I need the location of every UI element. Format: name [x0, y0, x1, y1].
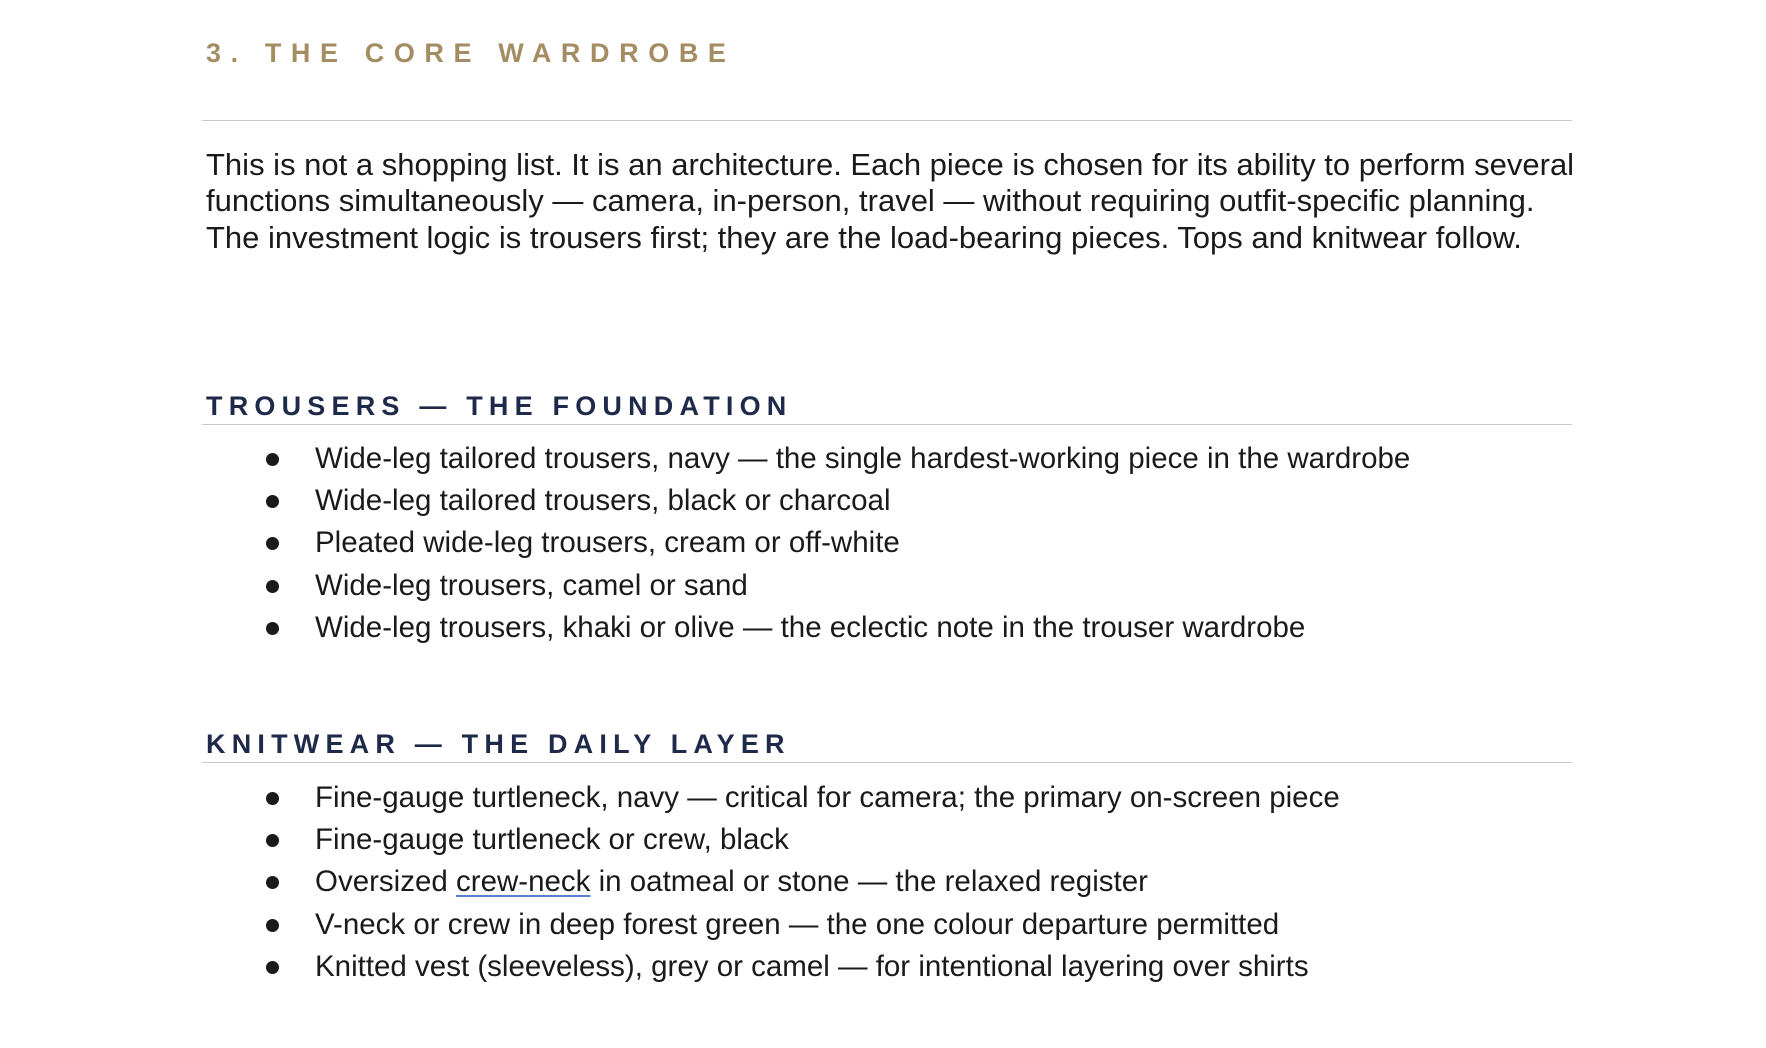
list-item-text-after: in oatmeal or stone — the relaxed register — [590, 865, 1148, 899]
spellcheck-flagged-word[interactable]: crew-neck — [456, 865, 591, 899]
bullet-icon — [266, 537, 279, 550]
bullet-icon — [266, 580, 279, 593]
list-item-text: Wide-leg tailored trousers, navy — the single hardest-working piece in the wardrobe — [315, 442, 1411, 475]
list-item-text: Knitted vest (sleeveless), grey or camel — for intentional layering over shirts — [315, 949, 1309, 983]
intro-paragraph[interactable]: This is not a shopping list. It is an architecture. Each piece is chosen for its ability to perform several functions simultaneously — camera, in-person, travel — without requiring outfit-specific planning. The investment logic is trousers first; they are the load-bearing pieces. Tops and knitwear follow. — [206, 147, 1575, 255]
list-item-text: Pleated wide-leg trousers, cream or off-white — [315, 526, 900, 560]
list-item-text: Wide-leg trousers, camel or sand — [315, 568, 748, 602]
bullet-icon — [266, 834, 279, 847]
section-title: 3. THE CORE WARDROBE — [206, 38, 736, 68]
section-divider — [202, 120, 1572, 121]
bullet-icon — [266, 961, 279, 974]
bullet-icon — [266, 919, 279, 932]
knitwear-divider — [202, 762, 1572, 763]
trousers-heading: TROUSERS — THE FOUNDATION — [206, 391, 793, 421]
list-item-text: Wide-leg tailored trousers, black or charcoal — [315, 484, 891, 518]
list-item-text: Wide-leg trousers, khaki or olive — the eclectic note in the trouser wardrobe — [315, 610, 1306, 644]
knitwear-heading: KNITWEAR — THE DAILY LAYER — [206, 729, 791, 759]
bullet-icon — [266, 876, 279, 889]
bullet-icon — [266, 792, 279, 805]
bullet-icon — [266, 622, 279, 635]
bullet-icon — [266, 453, 279, 466]
list-item-text — [315, 861, 1148, 903]
list-item-text-before: Oversized — [315, 865, 456, 899]
list-item-text: V-neck or crew in deep forest green — the one colour departure permitted — [315, 907, 1280, 941]
list-item-text: Fine-gauge turtleneck or crew, black — [315, 823, 789, 857]
list-item-text: Fine-gauge turtleneck, navy — critical for camera; the primary on-screen piece — [315, 781, 1340, 814]
bullet-icon — [266, 495, 279, 508]
trousers-divider — [202, 424, 1572, 425]
